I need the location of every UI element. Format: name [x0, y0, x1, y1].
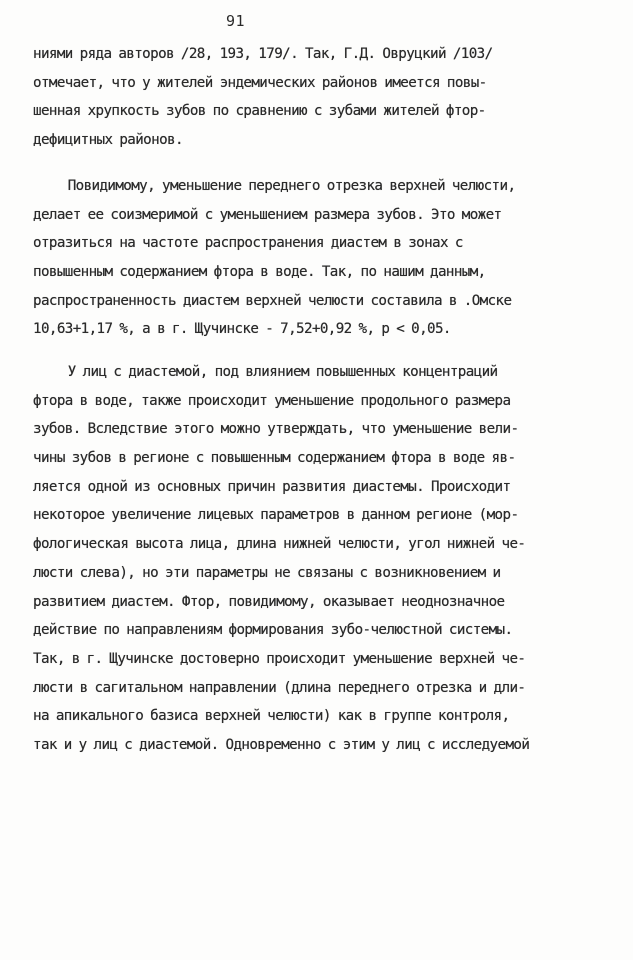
- text-line: фтора в воде, также происходит уменьшение продольного размера: [33, 392, 511, 409]
- text-line: Повидимому, уменьшение переднего отрезка верхней челюсти,: [33, 178, 516, 194]
- page-number: 91: [226, 12, 246, 30]
- paragraph-3: [33, 358, 613, 760]
- text-line: шенная хрупкость зубов по сравнению с зубами жителей фтор-: [33, 103, 486, 120]
- paragraph-2: [33, 172, 613, 344]
- text-line: делает ее соизмеримой с уменьшением размера зубов. Это может: [33, 206, 502, 223]
- text-line: фологическая высота лица, длина нижней челюсти, угол нижней че-: [33, 536, 526, 553]
- text-line: Так, в г. Щучинске достоверно происходит уменьшение верхней че-: [33, 650, 526, 667]
- text-line: так и у лиц с диастемой. Одновременно с этим у лиц с исследуемой: [33, 736, 530, 753]
- text-line: зубов. Вследствие этого можно утверждать, что уменьшение вели-: [33, 421, 519, 438]
- text-line: повышенным содержанием фтора в воде. Так, по нашим данным,: [33, 264, 486, 281]
- text-line: на апикального базиса верхней челюсти) как в группе контроля,: [33, 708, 510, 725]
- text-line: чины зубов в регионе с повышенным содержанием фтора в воде яв-: [33, 450, 516, 467]
- text-line: У лиц с диастемой, под влиянием повышенных концентраций: [33, 364, 498, 380]
- text-line: ляется одной из основных причин развития диастемы. Происходит: [33, 478, 511, 495]
- text-line: дефицитных районов.: [33, 132, 183, 149]
- text-line: распространенность диастем верхней челюсти составила в .Омске: [33, 292, 512, 309]
- text-line: отразиться на частоте распространения диастем в зонах с: [33, 235, 463, 252]
- paragraph-1: [33, 40, 613, 155]
- text-line: 10,63+1,17 %, а в г. Щучинске - 7,52+0,92 %, р < 0,05.: [33, 321, 451, 338]
- text-line: некоторое увеличение лицевых параметров в данном регионе (мор-: [33, 507, 519, 524]
- text-line: люсти слева), но эти параметры не связаны с возникновением и: [33, 564, 501, 581]
- text-line: развитием диастем. Фтор, повидимому, оказывает неоднозначное: [33, 593, 505, 610]
- text-line: ниями ряда авторов /28, 193, 179/. Так, Г.Д. Овруцкий /103/: [33, 46, 493, 62]
- text-line: действие по направлениям формирования зубо-челюстной системы.: [33, 622, 513, 639]
- text-line: отмечает, что у жителей эндемических районов имеется повы-: [33, 74, 487, 91]
- text-line: люсти в сагитальном направлении (длина переднего отрезка и дли-: [33, 679, 526, 696]
